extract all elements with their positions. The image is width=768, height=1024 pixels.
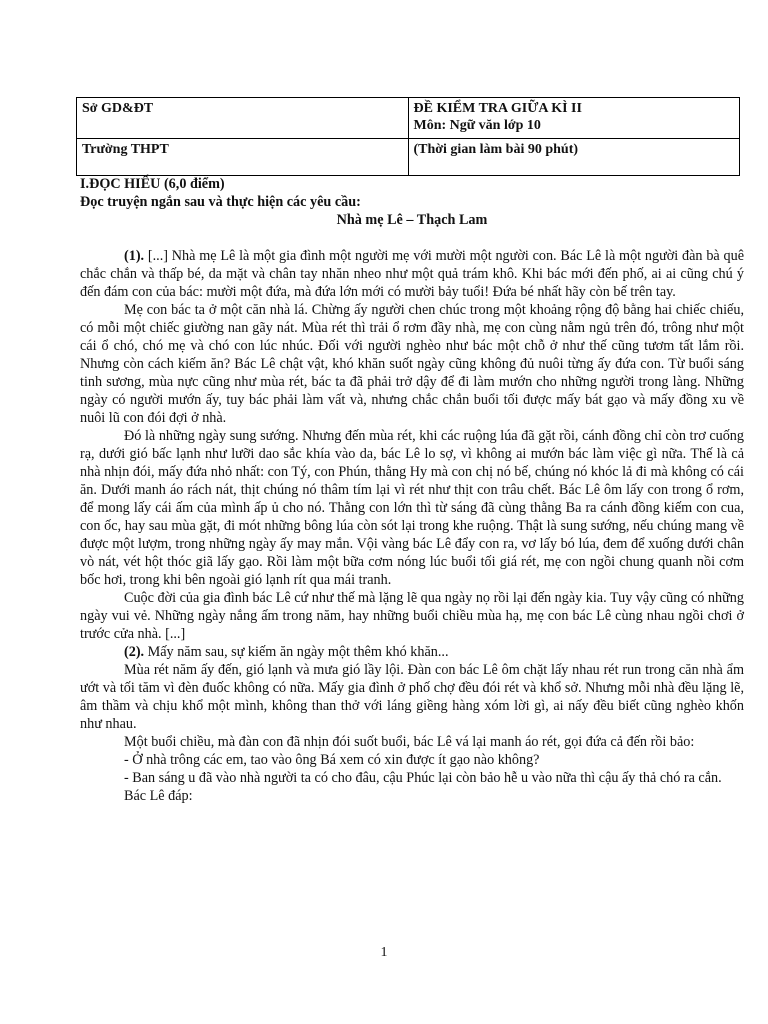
story-paragraph xyxy=(80,247,744,301)
school-name: Trường THPT xyxy=(82,142,169,157)
exam-title: ĐỀ KIỂM TRA GIỮA KÌ II xyxy=(413,101,582,116)
school-cell xyxy=(77,139,409,176)
story-paragraph xyxy=(80,643,744,661)
department-name: Sở GD&ĐT xyxy=(82,101,154,116)
exam-title-cell xyxy=(408,98,740,139)
exam-duration: (Thời gian làm bài 90 phút) xyxy=(413,142,579,157)
paragraph-text: [...] Nhà mẹ Lê là một gia đình một người mẹ với mười một người con. Bác Lê là một người đàn bà quê chắc chắn và thấp bé, da mặt và chân tay nhăn nheo như một quả trám khô. Khi bác mới đến phố, ai ai cũng chú ý đến đám con của bác: mười một đứa, mà đứa lớn mới có mười bảy tuổi! Đứa bé nhất hãy còn bế trên tay. xyxy=(80,248,744,300)
story-paragraph: Đó là những ngày sung sướng. Nhưng đến mùa rét, khi các ruộng lúa đã gặt rồi, cánh đồng chỉ còn trơ cuống rạ, dưới gió bấc lạnh như lưỡi dao sắc khía vào da, bác Lê lo sợ, vì không ai mướn bác làm việc gì nữa. Thế là cả nhà nhịn đói, mấy đứa nhỏ nhất: con Tý, con Phún, thằng Hy mà con chị nó bế, chúng nó khóc lả đi mà không có cái ăn. Dưới manh áo rách nát, thịt chúng nó thâm tím lại vì rét như thịt con trâu chết. Bác Lê ôm lấy con trong ổ rơm, để mong lấy cái ấm của mình ấp ủ cho nó. Thằng con lớn thì từ sáng đã cùng thằng Ba ra cánh đồng kiếm con cua, con ốc, hay sau mùa gặt, đi mót những bông lúa còn sót lại trong khe ruộng. Thật là sung sướng, nếu chúng mang về được một lượm, trong những ngày ấy may mắn. Vội vàng bác Lê đẩy con ra, vơ lấy bó lúa, đem để xuống dưới chân vò nát, vét hột thóc giã lấy gạo. Rồi làm một bữa cơm nóng lúc buổi tối giá rét, mẹ con ngồi chung quanh nồi cơm bốc hơi, trong khi bên ngoài gió lạnh rít qua mái tranh. xyxy=(80,428,744,588)
story-paragraph: Cuộc đời của gia đình bác Lê cứ như thế mà lặng lẽ qua ngày nọ rồi lại đến ngày kia. Tuy vậy cũng có những ngày vui vẻ. Những ngày nắng ấm trong năm, hay những buổi chiều mùa hạ, mẹ con bác Lê cùng nhau ngồi chơi ở trước cửa nhà. [...] xyxy=(80,590,744,642)
section-instruction: Đọc truyện ngắn sau và thực hiện các yêu cầu: xyxy=(80,194,361,210)
story-paragraph: Mùa rét năm ấy đến, gió lạnh và mưa gió lầy lội. Đàn con bác Lê ôm chặt lấy nhau rét run trong căn nhà ẩm ướt và tối tăm vì đèn đuốc không có nữa. Mấy gia đình ở phố chợ đều đói rét và khổ sở. Nhưng mỗi nhà đều lặng lẽ, âm thầm và chịu khổ một mình, không than thở với láng giềng hàng xóm lời gì, ai nấy đều biết cũng nghèo khốn như nhau. xyxy=(80,662,744,732)
exam-subject: Môn: Ngữ văn lớp 10 xyxy=(413,118,541,133)
section-heading: I.ĐỌC HIỂU (6,0 điểm) xyxy=(80,176,225,192)
paragraph-text: Mấy năm sau, sự kiếm ăn ngày một thêm khó khăn... xyxy=(144,644,449,660)
page-number: 1 xyxy=(380,945,388,960)
dialogue-line: - Ban sáng u đã vào nhà người ta có cho đâu, cậu Phúc lại còn bảo hễ u vào nữa thì cậu ấy thả chó ra cắn. xyxy=(124,770,722,786)
exam-header-table xyxy=(76,97,740,176)
story-paragraph: Một buổi chiều, mà đàn con đã nhịn đói suốt buổi, bác Lê vá lại manh áo rét, gọi đứa cả đến rồi bảo: xyxy=(124,734,695,750)
dialogue-line: - Ở nhà trông các em, tao vào ông Bá xem có xin được ít gạo nào không? xyxy=(124,752,540,768)
story-title: Nhà mẹ Lê – Thạch Lam xyxy=(336,212,488,228)
part-marker: (1). xyxy=(124,248,145,264)
story-paragraph: Mẹ con bác ta ở một căn nhà lá. Chừng ấy người chen chúc trong một khoảng rộng độ bằng hai chiếc chiếu, có mỗi một chiếc giường nan gãy nát. Mùa rét thì trải ổ rơm đầy nhà, mẹ con cùng nằm ngủ trên đó, trông như một cái ổ chó, chó mẹ và chó con lúc nhúc. Đối với người nghèo như bác một chỗ ở như thế cũng tươm tất lắm rồi. Nhưng còn cách kiếm ăn? Bác Lê chật vật, khó khăn suốt ngày cũng không đủ nuôi từng ấy đứa con. Từ buổi sáng tinh sương, mùa nực cũng như mùa rét, bác ta đã phải trở dậy để đi làm mướn cho những người trong làng. Những ngày có người mướn ấy, tuy bác phải làm vất và, nhưng chắc chắn buổi tối được mấy bát gạo và mấy đồng xu về nuôi lũ con đói đợi ở nhà. xyxy=(80,302,744,426)
story-paragraph: Bác Lê đáp: xyxy=(124,788,193,804)
part-marker: (2). xyxy=(124,644,145,660)
spacer xyxy=(80,229,744,247)
duration-cell xyxy=(408,139,740,176)
exam-content xyxy=(80,175,744,805)
department-cell xyxy=(77,98,409,139)
